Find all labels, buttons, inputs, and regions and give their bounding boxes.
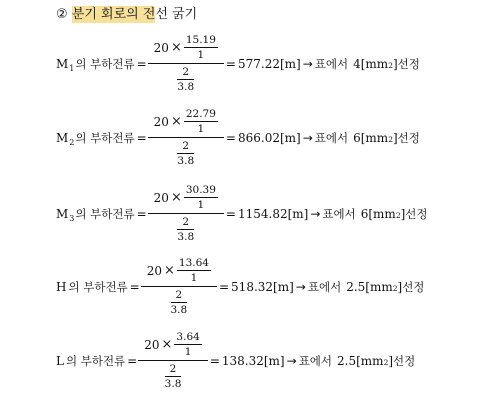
main-fraction-bar xyxy=(138,360,208,361)
circuit-subscript: 3 xyxy=(69,213,75,223)
select-text: 선정 xyxy=(402,279,425,294)
main-numerator xyxy=(141,257,217,284)
load-current-text: 의 부하전류 xyxy=(75,56,135,71)
numerator-fraction xyxy=(184,34,218,61)
coefficient: 20 xyxy=(153,190,169,205)
denominator-fraction xyxy=(177,66,194,93)
times-sign: × xyxy=(161,337,173,352)
arrow-icon: → xyxy=(295,279,306,294)
select-text: 선정 xyxy=(397,130,420,145)
fraction-bar xyxy=(184,47,218,48)
denominator-fraction xyxy=(177,216,194,243)
mm2-unit-suffix: ] xyxy=(400,206,406,221)
times-sign: × xyxy=(170,190,182,205)
mm2-unit-suffix: ] xyxy=(388,353,394,368)
fraction-bar xyxy=(177,229,194,230)
circuit-subscript: 1 xyxy=(69,63,75,73)
load-current-label xyxy=(56,206,135,222)
mm2-unit-prefix: [mm xyxy=(368,206,396,221)
circuit-variable: M xyxy=(56,130,69,145)
main-numerator xyxy=(148,184,224,211)
circuit-variable: L xyxy=(56,353,64,368)
result-expression: 866.02 [m] → 표에서 6 [mm 2 ] 선정 xyxy=(237,130,420,145)
denominator-numerator: 2 xyxy=(182,140,190,152)
select-text: 선정 xyxy=(393,353,416,368)
denominator-denominator: 3.8 xyxy=(170,304,188,316)
equals-sign: = xyxy=(136,130,147,145)
denominator-numerator: 2 xyxy=(182,66,190,78)
equation-row xyxy=(56,34,420,93)
denominator-denominator: 3.8 xyxy=(177,155,195,167)
denominator-numerator: 2 xyxy=(175,289,183,301)
load-current-text: 의 부하전류 xyxy=(65,353,126,368)
coefficient: 20 xyxy=(153,40,169,55)
main-denominator xyxy=(173,66,198,93)
numerator-denominator: 1 xyxy=(197,123,205,135)
result-value: 518.32 xyxy=(231,279,274,294)
numerator-denominator: 1 xyxy=(190,272,198,284)
numerator-denominator: 1 xyxy=(184,346,192,358)
result-value: 1154.82 xyxy=(237,206,288,221)
equation-row xyxy=(56,257,424,316)
numerator-fraction xyxy=(177,257,211,284)
wire-size: 2.5 xyxy=(337,353,357,368)
wire-size: 6 xyxy=(353,130,361,145)
denominator-denominator: 3.8 xyxy=(177,231,195,243)
arrow-icon: → xyxy=(310,206,321,221)
equals-sign: = xyxy=(218,279,230,294)
fraction-bar xyxy=(165,376,182,377)
main-numerator xyxy=(148,34,224,61)
select-text: 선정 xyxy=(397,56,420,71)
main-denominator xyxy=(173,140,198,167)
arrow-icon: → xyxy=(302,130,313,145)
result-expression: 577.22 [m] → 표에서 4 [mm 2 ] 선정 xyxy=(237,56,420,71)
circuit-variable: H xyxy=(56,279,67,294)
current-value: 15.19 xyxy=(185,34,216,46)
table-text: 표에서 xyxy=(298,353,333,368)
main-fraction-bar xyxy=(148,137,224,138)
equals-sign: = xyxy=(209,353,220,368)
main-denominator xyxy=(173,216,198,243)
fraction-bar xyxy=(174,344,201,345)
coefficient: 20 xyxy=(153,114,169,129)
arrow-icon: → xyxy=(302,56,313,71)
numerator-denominator: 1 xyxy=(197,199,205,211)
load-current-text: 의 부하전류 xyxy=(68,279,128,294)
equals-sign: = xyxy=(225,206,236,221)
main-fraction xyxy=(148,184,224,243)
mm2-unit-prefix: [mm xyxy=(360,130,389,145)
arrow-icon: → xyxy=(286,353,297,368)
fraction-bar xyxy=(177,270,211,271)
fraction-bar xyxy=(177,79,194,80)
fraction-bar xyxy=(177,153,194,154)
result-unit: [m] xyxy=(279,130,301,145)
mm2-unit-prefix: [mm xyxy=(356,353,384,368)
mm2-unit-suffix: ] xyxy=(392,56,398,71)
numerator-fraction xyxy=(184,184,218,211)
main-denominator xyxy=(161,363,186,390)
times-sign: × xyxy=(170,40,182,55)
result-unit: [m] xyxy=(287,206,309,221)
main-numerator xyxy=(138,331,208,358)
denominator-denominator: 3.8 xyxy=(177,81,195,93)
select-text: 선정 xyxy=(405,206,428,221)
equals-sign: = xyxy=(127,353,138,368)
result-unit: [m] xyxy=(279,56,301,71)
equation-row xyxy=(56,184,428,243)
main-fraction xyxy=(148,34,224,93)
result-unit: [m] xyxy=(263,353,285,368)
table-text: 표에서 xyxy=(314,56,349,71)
circled-number-marker: ② xyxy=(56,7,68,22)
times-sign: × xyxy=(170,114,182,129)
equals-sign: = xyxy=(129,279,140,294)
main-fraction-bar xyxy=(148,63,224,64)
current-value: 3.64 xyxy=(176,331,200,343)
numerator-fraction xyxy=(184,108,218,135)
load-current-text: 의 부하전류 xyxy=(75,206,135,221)
table-text: 표에서 xyxy=(322,206,356,221)
main-fraction xyxy=(141,257,217,316)
table-text: 표에서 xyxy=(314,130,349,145)
heading-text-rest: 선 굵기 xyxy=(155,7,198,22)
main-denominator xyxy=(167,289,192,316)
denominator-numerator: 2 xyxy=(169,363,177,375)
denominator-denominator: 3.8 xyxy=(164,378,182,390)
coefficient: 20 xyxy=(144,337,160,352)
result-value: 866.02 xyxy=(237,130,280,145)
circuit-variable: M xyxy=(56,206,69,221)
wire-size: 2.5 xyxy=(346,279,366,294)
denominator-numerator: 2 xyxy=(182,216,190,228)
load-current-label xyxy=(56,353,125,369)
wire-size: 6 xyxy=(360,206,369,221)
main-fraction xyxy=(148,108,224,167)
main-fraction-bar xyxy=(141,286,217,287)
denominator-fraction xyxy=(165,363,182,390)
equation-row xyxy=(56,108,420,167)
result-expression: 1154.82 [m] → 표에서 6 [mm 2 ] 선정 xyxy=(237,206,428,221)
main-fraction-bar xyxy=(148,213,224,214)
equals-sign: = xyxy=(136,206,147,221)
result-value: 138.32 xyxy=(221,353,264,368)
main-numerator xyxy=(148,108,224,135)
equals-sign: = xyxy=(136,56,147,71)
mm2-unit-suffix: ] xyxy=(392,130,398,145)
table-text: 표에서 xyxy=(307,279,342,294)
circuit-variable: M xyxy=(56,56,69,71)
load-current-label xyxy=(56,130,135,146)
coefficient: 20 xyxy=(146,263,163,278)
mm2-unit-suffix: ] xyxy=(397,279,403,294)
result-expression: 138.32 [m] → 표에서 2.5 [mm 2 ] 선정 xyxy=(221,353,416,368)
numerator-fraction xyxy=(174,331,201,358)
fraction-bar xyxy=(184,197,218,198)
wire-size: 4 xyxy=(353,56,361,71)
result-value: 577.22 xyxy=(237,56,280,71)
current-value: 13.64 xyxy=(178,257,209,269)
denominator-fraction xyxy=(171,289,188,316)
current-value: 22.79 xyxy=(185,108,216,120)
fraction-bar xyxy=(184,121,218,122)
times-sign: × xyxy=(164,263,175,278)
circuit-subscript: 2 xyxy=(69,137,75,147)
result-unit: [m] xyxy=(273,279,294,294)
mm2-unit-prefix: [mm xyxy=(360,56,389,71)
equation-row xyxy=(56,331,415,390)
load-current-text: 의 부하전류 xyxy=(75,130,135,145)
highlighted-heading-text: 분기 회로의 전 xyxy=(71,7,156,22)
current-value: 30.39 xyxy=(185,184,216,196)
numerator-denominator: 1 xyxy=(197,49,205,61)
mm2-unit-prefix: [mm xyxy=(365,279,393,294)
section-heading xyxy=(56,6,197,24)
result-expression: 518.32 [m] → 표에서 2.5 [mm 2 ] 선정 xyxy=(231,279,425,294)
load-current-label xyxy=(56,56,135,72)
denominator-fraction xyxy=(177,140,194,167)
main-fraction xyxy=(138,331,208,390)
equals-sign: = xyxy=(225,56,236,71)
equals-sign: = xyxy=(225,130,236,145)
load-current-label xyxy=(56,279,128,295)
fraction-bar xyxy=(171,302,188,303)
